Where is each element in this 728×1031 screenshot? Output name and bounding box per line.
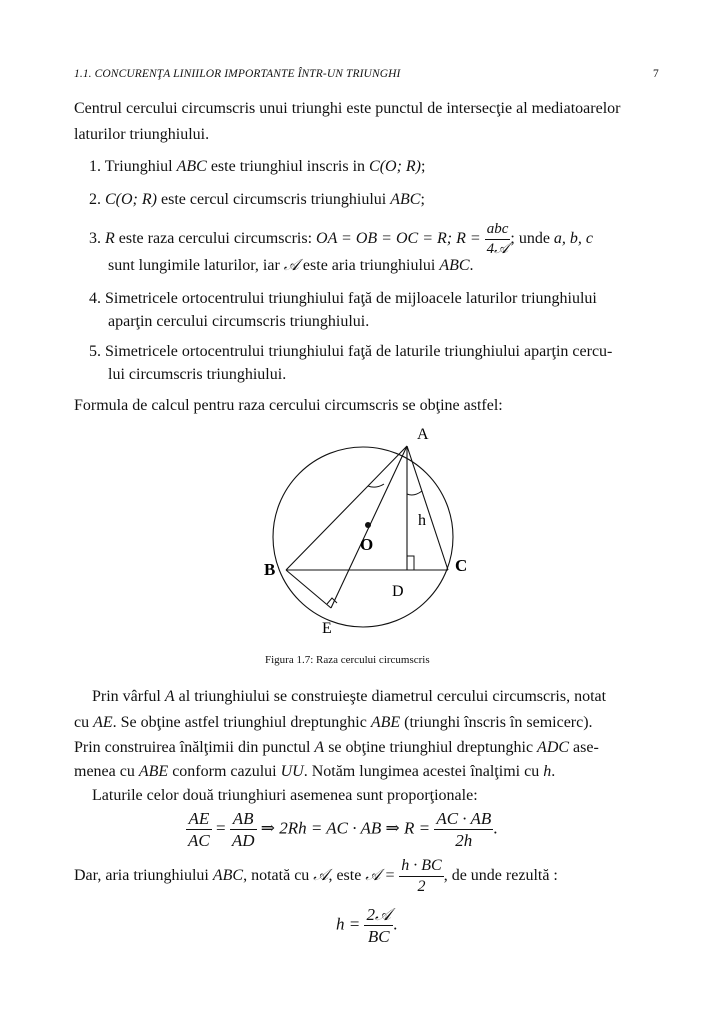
label-C: C — [455, 556, 468, 575]
fraction-AE-AC: $\frac{AE}{AC}$ — [188, 809, 210, 850]
fraction-hBC-2: $\frac{h \cdot BC}{2}$ — [401, 857, 442, 895]
list-item-5: 5. Simetricele ortocentrului triunghiului faţă de laturile triunghiului aparţin cercu- — [89, 343, 613, 360]
math: R — [105, 230, 115, 248]
center-point-O — [365, 522, 371, 528]
math: OA = OB = OC = R; R = — [316, 230, 481, 248]
body-line-3: Prin construirea înălţimii din punctul A se obţine triunghiul dreptunghic ADC ase- — [74, 739, 599, 756]
label-h: h — [418, 512, 426, 529]
body-line-4: menea cu ABE conform cazului UU. Notăm lungimea acestei înalţimi cu h. — [74, 763, 556, 780]
angle-arc-DAC — [407, 491, 422, 495]
body-line-1: Prin vârful A al triunghiului se construieşte diametrul cercului circumscris, notat — [92, 688, 607, 705]
side-AC — [407, 446, 448, 570]
list-text: Triunghiul — [104, 158, 177, 175]
body-line-2: cu AE. Se obţine astfel triunghiul dreptunghic ABE (triunghi înscris în semicerc). — [74, 714, 593, 731]
list-number: 3. — [89, 230, 101, 248]
label-E: E — [322, 620, 332, 637]
page-number: 7 — [653, 68, 659, 80]
math: C(O; R) — [369, 158, 421, 175]
right-angle-mark-D — [407, 556, 414, 570]
fraction-abc-4A: $\frac{\text{abc}}{\text{4𝒜}}$ — [486, 221, 509, 257]
segment-BE — [286, 570, 331, 608]
label-O: O — [360, 535, 374, 554]
math: a, b, c — [553, 230, 594, 248]
equation-proportion: $\frac{AE}{AC}$ = $\frac{AB}{AD}$ ⇒ 2Rh = AC · AB ⇒ R = $\frac{AC \cdot AB}{2h}$ . — [188, 809, 498, 850]
math: ABC — [390, 191, 421, 208]
fraction-2A-BC: $\frac{\text{2𝒜}}{BC}$ — [366, 905, 392, 946]
intro-line-1: Centrul cercului circumscris unui triunghi este punctul de intersecţie al mediatoarelor — [74, 100, 621, 117]
side-AB — [286, 446, 407, 570]
intro-line-2: laturilor triunghiului. — [74, 126, 210, 143]
list-number: 4. — [89, 290, 101, 307]
angle-arc-BAE — [368, 484, 384, 487]
fraction-ACAB-2h: $\frac{AC \cdot AB}{2h}$ — [436, 809, 492, 850]
figure-caption: Figura 1.7: Raza cercului circumscris — [265, 654, 430, 666]
math: ABC — [176, 158, 207, 175]
list-text: ; — [420, 191, 425, 208]
equation-height: h = $\frac{\text{2𝒜}}{BC}$ . — [336, 905, 398, 946]
math: C(O; R) — [105, 191, 157, 208]
area-line: Dar, aria triunghiului ABC, notată cu 𝒜, este 𝒜 = $\frac{h \cdot BC}{2}$ , de unde rezultă : — [74, 857, 558, 895]
list-item-3 — [89, 222, 593, 257]
list-text: ; — [421, 158, 426, 175]
list-text: este raza cercului circumscris: — [114, 230, 317, 248]
list-number: 5. — [89, 343, 101, 360]
list-item-4: 4. Simetricele ortocentrului triunghiului faţă de mijloacele laturilor triunghiului — [89, 290, 597, 307]
label-B: B — [264, 560, 276, 579]
list-text: este triunghiul inscris in — [206, 158, 370, 175]
label-A: A — [417, 426, 429, 443]
formula-intro: Formula de calcul pentru raza cercului circumscris se obţine astfel: — [74, 397, 503, 414]
list-item-5-continued: lui circumscris triunghiului. — [108, 366, 287, 383]
list-item-2 — [89, 190, 425, 210]
fraction-AB-AD: $\frac{AB}{AD}$ — [231, 809, 255, 850]
body-line-5: Laturile celor două triunghiuri asemenea sunt proporţionale: — [92, 787, 478, 804]
list-text: ; unde — [510, 230, 554, 248]
list-number: 1. — [89, 158, 101, 175]
list-text: este cercul circumscris triunghiului — [156, 191, 391, 208]
list-item-4-continued: aparţin cercului circumscris triunghiului. — [108, 313, 370, 330]
list-number: 2. — [89, 191, 101, 208]
label-D: D — [392, 583, 404, 600]
running-header: 1.1. CONCURENŢA LINIILOR IMPORTANTE ÎNTR-UN TRIUNGHI — [74, 68, 401, 80]
list-item-3-continued: sunt lungimile laturilor, iar 𝒜 este aria triunghiului ABC. — [108, 257, 474, 274]
list-item-1 — [89, 157, 425, 177]
circumcircle-figure — [250, 420, 490, 640]
